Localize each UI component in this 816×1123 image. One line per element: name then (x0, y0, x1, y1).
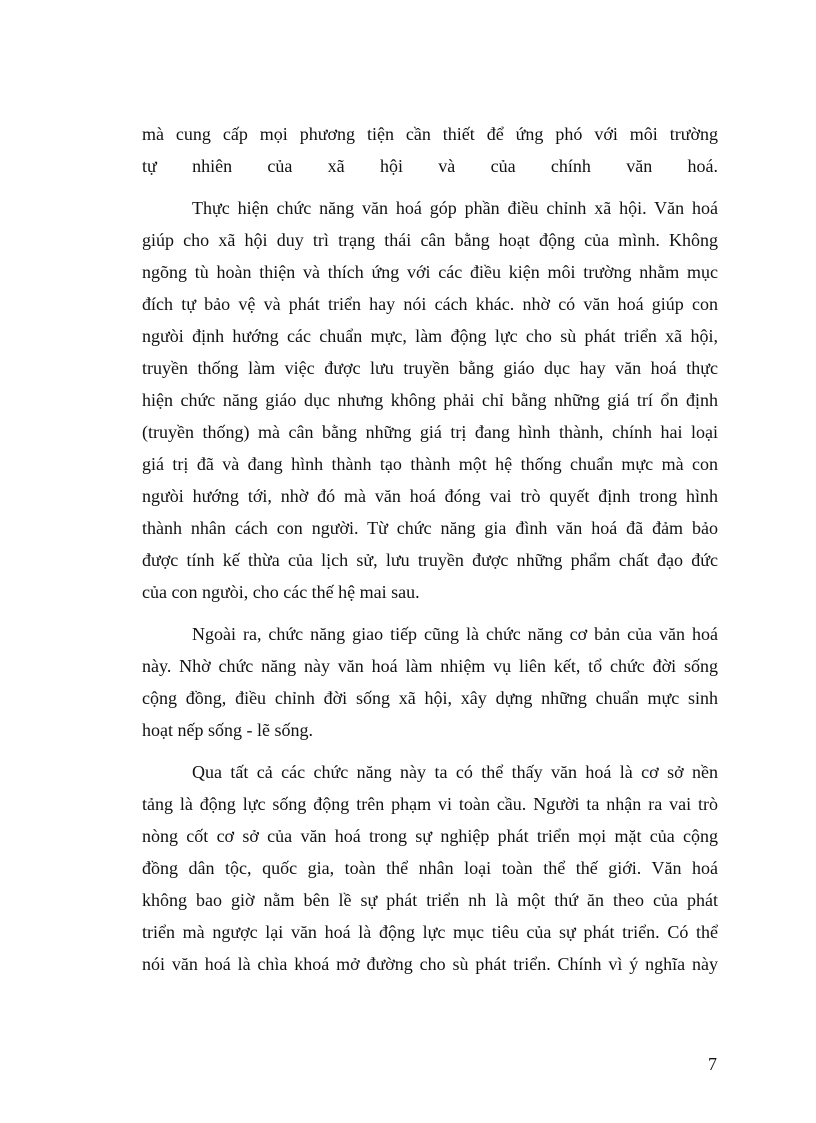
text-line: tảng là động lực sống động trên phạm vi toàn cầu. Người ta nhận ra vai trò (142, 794, 718, 814)
text-line: (truyền thống) mà cân bằng những giá trị đang hình thành, chính hai loại (142, 422, 718, 442)
paragraph-1 (142, 118, 718, 182)
text-line: đồng dân tộc, quốc gia, toàn thể nhân loại toàn thể thế giới. Văn hoá (142, 858, 718, 878)
text-line: cộng đồng, điều chỉnh đời sống xã hội, xây dựng những chuẩn mực sinh (142, 688, 718, 708)
text-line: thành nhân cách con người. Từ chức năng gia đình văn hoá đã đảm bảo (142, 518, 718, 538)
paragraph-2 (142, 192, 718, 608)
text-line: này. Nhờ chức năng này văn hoá làm nhiệm vụ liên kết, tổ chức đời sống (142, 656, 718, 676)
text-line: không bao giờ nằm bên lề sự phát triển nh là một thứ ăn theo của phát (142, 890, 718, 910)
text-line: hoạt nếp sống - lẽ sống. (142, 720, 313, 740)
page-number: 7 (708, 1054, 717, 1074)
text-line: triển mà ngược lại văn hoá là động lực mục tiêu của sự phát triển. Có thể (142, 922, 718, 942)
body-text (142, 118, 718, 980)
text-line: ngưòi định hướng các chuẩn mực, làm động lực cho sù phát triển xã hội, (142, 326, 718, 346)
text-line: ngõng tù hoàn thiện và thích ứng với các điều kiện môi trường nhằm mục (142, 262, 718, 282)
text-line: Ngoài ra, chức năng giao tiếp cũng là chức năng cơ bản của văn hoá (192, 624, 718, 644)
text-line: mà cung cấp mọi phương tiện cần thiết để ứng phó với môi trường (142, 124, 718, 144)
text-line: tự nhiên của xã hội và của chính văn hoá. (142, 156, 718, 176)
text-line: được tính kế thừa của lịch sử, lưu truyền được những phẩm chất đạo đức (142, 550, 718, 570)
text-line: giá trị đã và đang hình thành tạo thành một hệ thống chuẩn mực mà con (142, 454, 718, 474)
text-line: nói văn hoá là chìa khoá mở đường cho sù phát triển. Chính vì ý nghĩa này (142, 954, 718, 974)
text-line: truyền thống làm việc được lưu truyền bằng giáo dục hay văn hoá thực (142, 358, 718, 378)
paragraph-4 (142, 756, 718, 980)
paragraph-3 (142, 618, 718, 746)
text-line: Thực hiện chức năng văn hoá góp phần điều chỉnh xã hội. Văn hoá (192, 198, 718, 218)
text-line: nòng cốt cơ sở của văn hoá trong sự nghiệp phát triển mọi mặt của cộng (142, 826, 718, 846)
text-line: Qua tất cả các chức năng này ta có thể thấy văn hoá là cơ sở nền (192, 762, 718, 782)
text-line: giúp cho xã hội duy trì trạng thái cân bằng hoạt động của mình. Không (142, 230, 718, 250)
text-line: đích tự bảo vệ và phát triển hay nói cách khác. nhờ có văn hoá giúp con (142, 294, 718, 314)
text-line: ngưòi hướng tới, nhờ đó mà văn hoá đóng vai trò quyết định trong hình (142, 486, 718, 506)
text-line: hiện chức năng giáo dục nhưng không phải chỉ bằng những giá trí ổn định (142, 390, 718, 410)
text-line: của con ngưòi, cho các thế hệ mai sau. (142, 582, 420, 602)
